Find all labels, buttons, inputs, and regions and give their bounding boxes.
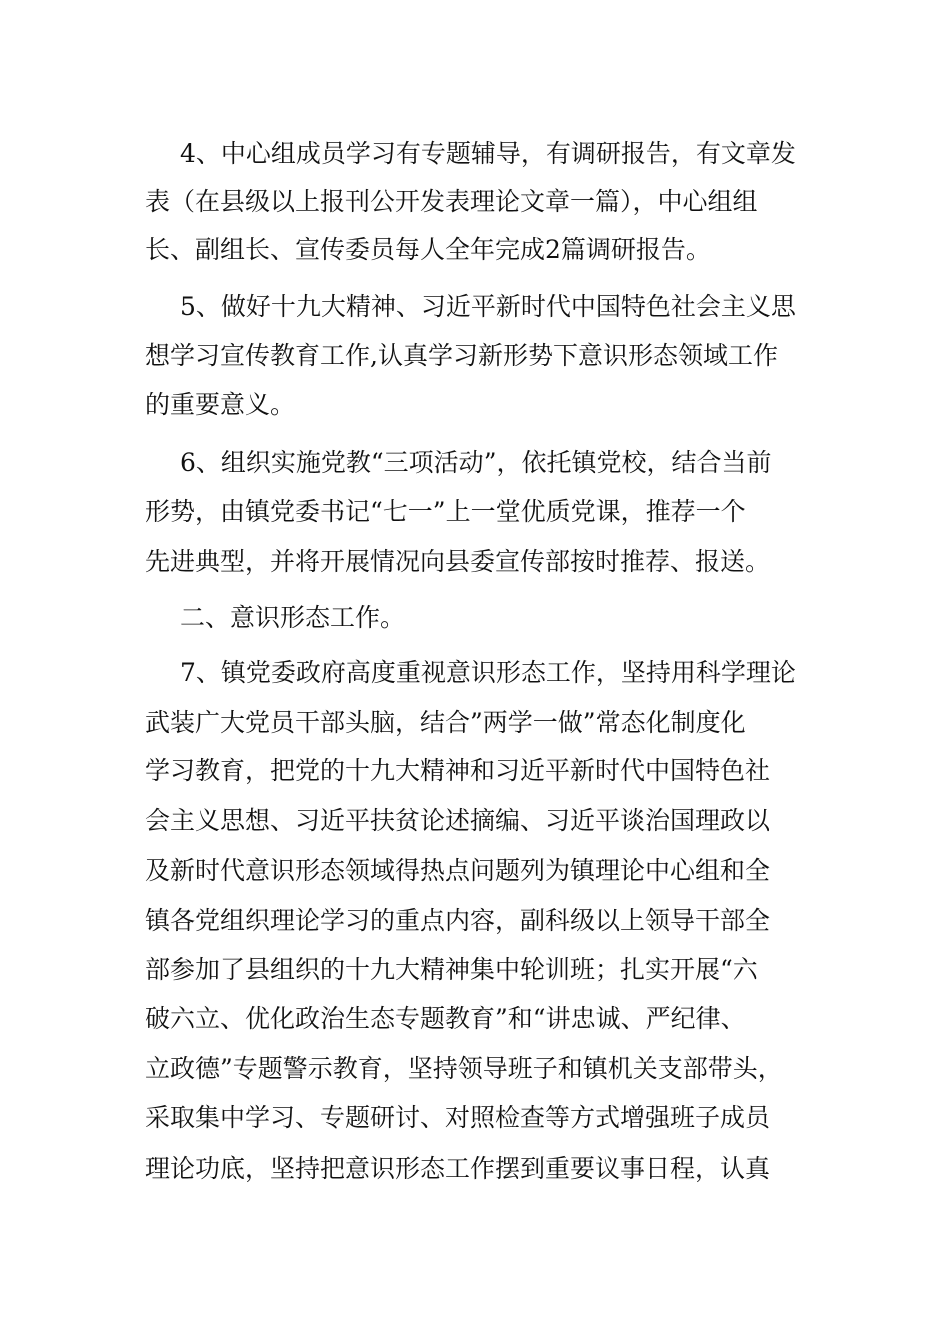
section-heading: 二、意识形态工作。 (180, 603, 406, 632)
paragraph-7-line-6: 镇各党组织理论学习的重点内容，副科级以上领导干部全 (145, 906, 771, 935)
paragraph-7-line-8: 破六立、优化政治生态专题教育”和“讲忠诚、严纪律、 (145, 1004, 746, 1033)
paragraph-7-line-9: 立政德”专题警示教育，坚持领导班子和镇机关支部带头， (145, 1054, 783, 1083)
paragraph-7-line-7: 部参加了县组织的十九大精神集中轮训班；扎实开展“六 (145, 955, 758, 984)
paragraph-4-line-1: 4、中心组成员学习有专题辅导，有调研报告，有文章发 (180, 139, 796, 168)
paragraph-7-line-10: 采取集中学习、专题研讨、对照检查等方式增强班子成员 (145, 1103, 771, 1132)
paragraph-7-line-11: 理论功底，坚持把意识形态工作摆到重要议事日程，认真 (145, 1154, 771, 1183)
paragraph-7-line-2: 武装广大党员干部头脑，结合”两学一做”常态化制度化 (145, 708, 746, 737)
paragraph-4-line-3: 长、副组长、宣传委员每人全年完成2篇调研报告。 (145, 235, 711, 264)
paragraph-5-line-2: 想学习宣传教育工作,认真学习新形势下意识形态领域工作 (145, 341, 778, 370)
paragraph-7-line-5: 及新时代意识形态领域得热点问题列为镇理论中心组和全 (145, 856, 771, 885)
paragraph-7-line-3: 学习教育，把党的十九大精神和习近平新时代中国特色社 (145, 756, 771, 785)
paragraph-6-line-2: 形势，由镇党委书记“七一”上一堂优质党课，推荐一个 (145, 497, 746, 526)
paragraph-6-line-1: 6、组织实施党教“三项活动”，依托镇党校，结合当前 (180, 448, 772, 477)
paragraph-5-line-1: 5、做好十九大精神、习近平新时代中国特色社会主义思 (180, 292, 796, 321)
paragraph-6-line-3: 先进典型，并将开展情况向县委宣传部按时推荐、报送。 (145, 547, 771, 576)
paragraph-4-line-2: 表（在县级以上报刊公开发表理论文章一篇），中心组组 (145, 187, 758, 216)
paragraph-7-line-1: 7、镇党委政府高度重视意识形态工作，坚持用科学理论 (180, 658, 796, 687)
paragraph-7-line-4: 会主义思想、习近平扶贫论述摘编、习近平谈治国理政以 (145, 806, 771, 835)
paragraph-5-line-3: 的重要意义。 (145, 390, 296, 419)
